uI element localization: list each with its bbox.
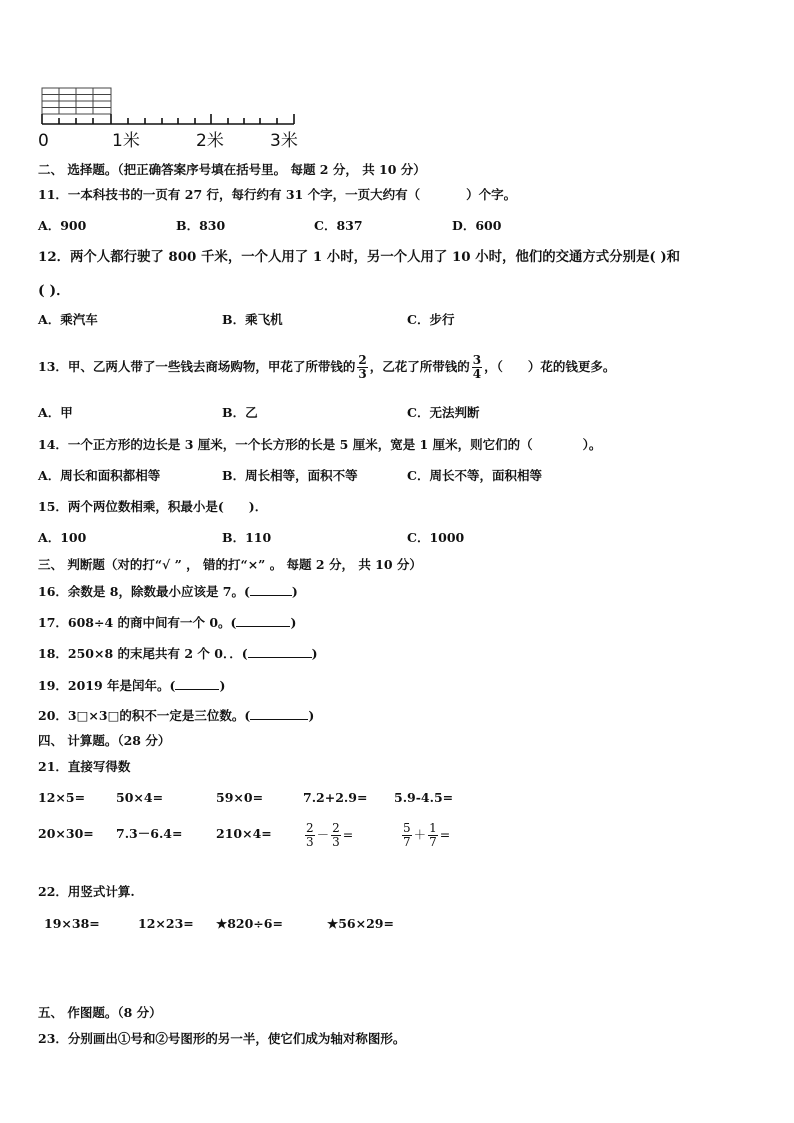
q13-f2-numerator: 3 xyxy=(472,353,482,367)
q21-r1-item-5: 5.9-4.5= xyxy=(394,790,454,805)
q22-item-3: ★820÷6= xyxy=(216,916,283,931)
ruler-label-1m: 1米 xyxy=(112,131,140,151)
q21b-n2: 1 xyxy=(429,821,437,835)
q21-r1-item-1: 12×5= xyxy=(38,790,86,805)
q14-option-a: A．周长和面积都相等 xyxy=(38,468,161,483)
q21b-frac-1 xyxy=(402,822,412,849)
q13-f2-denominator: 4 xyxy=(472,367,482,381)
q16-close-paren: ) xyxy=(291,584,298,599)
q21-r1-item-2: 50×4= xyxy=(116,790,164,805)
question-21-title: 21．直接写得数 xyxy=(38,759,131,774)
q16-answer-blank[interactable] xyxy=(250,583,292,596)
question-20 xyxy=(38,707,314,724)
q21-r2-item-1: 20×30= xyxy=(38,826,94,841)
question-19 xyxy=(38,677,225,694)
q19-close-paren: ) xyxy=(219,678,226,693)
q13-f1-denominator: 3 xyxy=(358,367,367,381)
question-15: 15．两个两位数相乘，积最小是( )． xyxy=(38,499,268,514)
q13-text-pre: 13．甲、乙两人带了一些钱去商场购物，甲花了所带钱的 xyxy=(38,359,356,374)
q12-option-c: C．步行 xyxy=(407,312,455,327)
q13-option-c: C．无法判断 xyxy=(407,405,480,420)
q12-option-a: A．乘汽车 xyxy=(38,312,98,327)
section-2-title: 二、 选择题。（把正确答案序号填在括号里。 每题 2 分， 共 10 分） xyxy=(38,162,426,177)
q21-fraction-expression-b xyxy=(400,815,450,855)
q18-text: 18．250×8 的末尾共有 2 个 0．．( xyxy=(38,646,248,661)
q19-answer-blank[interactable] xyxy=(175,677,219,690)
q21b-d2: 7 xyxy=(429,835,437,849)
q13-text-post: ，（ ）花的钱更多。 xyxy=(484,359,616,374)
q11-option-a: A．900 xyxy=(38,218,87,233)
q22-item-4: ★56×29= xyxy=(327,916,394,931)
q13-f1-numerator: 2 xyxy=(358,353,367,367)
q17-answer-blank[interactable] xyxy=(236,614,290,627)
q11-option-c: C．837 xyxy=(314,218,363,233)
q21-r2-item-2: 7.3－6.4= xyxy=(116,826,183,841)
q21a-n2: 2 xyxy=(332,821,340,835)
q13-option-a: A．甲 xyxy=(38,405,73,420)
q21a-frac-1 xyxy=(305,822,315,849)
question-13 xyxy=(38,348,615,386)
section-4-title: 四、 计算题。（28 分） xyxy=(38,733,171,748)
section-5-title: 五、 作图题。（8 分） xyxy=(38,1005,162,1020)
question-17 xyxy=(38,614,296,631)
q12-option-b: B．乘飞机 xyxy=(222,312,283,327)
q21b-equals: = xyxy=(439,827,451,842)
q20-answer-blank[interactable] xyxy=(250,707,308,720)
question-14: 14．一个正方形的边长是 3 厘米，一个长方形的长是 5 厘米，宽是 1 厘米，则它们的（ ）。 xyxy=(38,437,602,452)
question-12-line1: 12．两个人都行驶了 800 千米，一个人用了 1 小时，另一个人用了 10 小时，他们的交通方式分别是( )和 xyxy=(38,249,681,265)
q20-text: 20．3□×3□的积不一定是三位数。( xyxy=(38,708,251,723)
ruler-figure xyxy=(38,84,308,126)
q21b-n1: 5 xyxy=(403,821,411,835)
q21b-operator: ＋ xyxy=(413,827,427,842)
q21b-frac-2 xyxy=(428,822,438,849)
q18-answer-blank[interactable] xyxy=(248,645,312,658)
q13-fraction-1 xyxy=(357,354,367,381)
ruler-label-3m: 3米 xyxy=(270,131,298,151)
q21-r1-item-4: 7.2+2.9= xyxy=(303,790,368,805)
grid-rectangle xyxy=(42,88,111,114)
q17-text: 17．608÷4 的商中间有一个 0。( xyxy=(38,615,237,630)
q15-option-a: A．100 xyxy=(38,530,87,545)
question-18 xyxy=(38,645,318,662)
q11-text-end: ）个字。 xyxy=(466,187,517,202)
q14-option-c: C．周长不等，面积相等 xyxy=(407,468,542,483)
ruler-label-2m: 2米 xyxy=(196,131,224,151)
q13-option-b: B．乙 xyxy=(222,405,258,420)
q21-r1-item-3: 59×0= xyxy=(216,790,264,805)
question-12-line2: ( )． xyxy=(38,283,71,299)
q22-item-2: 12×23= xyxy=(138,916,194,931)
q21b-d1: 7 xyxy=(403,835,411,849)
q14-option-b: B．周长相等，面积不等 xyxy=(222,468,358,483)
q13-fraction-2 xyxy=(472,354,482,381)
q21-fraction-expression-a xyxy=(303,815,353,855)
ruler-label-0: 0 xyxy=(38,131,49,151)
q21a-d1: 3 xyxy=(306,835,314,849)
q21a-d2: 3 xyxy=(332,835,340,849)
question-11 xyxy=(38,187,516,203)
q21a-frac-2 xyxy=(331,822,341,849)
q21a-n1: 2 xyxy=(306,821,314,835)
q18-close-paren: ) xyxy=(311,646,318,661)
section-3-title: 三、 判断题（对的打“√ ” ， 错的打“×” 。 每题 2 分， 共 10 分） xyxy=(38,557,422,572)
q11-text: 11．一本科技书的一页有 27 行，每行约有 31 个字，一页大约有（ xyxy=(38,187,421,202)
question-23: 23．分别画出①号和②号图形的另一半，使它们成为轴对称图形。 xyxy=(38,1031,406,1046)
question-22-title: 22．用竖式计算. xyxy=(38,884,135,899)
q21-r2-item-3: 210×4= xyxy=(216,826,272,841)
q22-item-1: 19×38= xyxy=(44,916,100,931)
q19-text: 19．2019 年是闰年。( xyxy=(38,678,176,693)
q16-text: 16．余数是 8，除数最小应该是 7。( xyxy=(38,584,250,599)
q20-close-paren: ) xyxy=(308,708,315,723)
q21a-equals: = xyxy=(342,827,354,842)
ruler-axis xyxy=(42,114,294,124)
q11-option-b: B．830 xyxy=(176,218,226,233)
q21a-operator: － xyxy=(316,827,330,842)
q17-close-paren: ) xyxy=(290,615,297,630)
q15-option-c: C．1000 xyxy=(407,530,465,545)
q11-option-d: D．600 xyxy=(452,218,502,233)
q15-option-b: B．110 xyxy=(222,530,272,545)
q13-text-mid: ，乙花了所带钱的 xyxy=(369,359,470,374)
question-16 xyxy=(38,583,298,600)
